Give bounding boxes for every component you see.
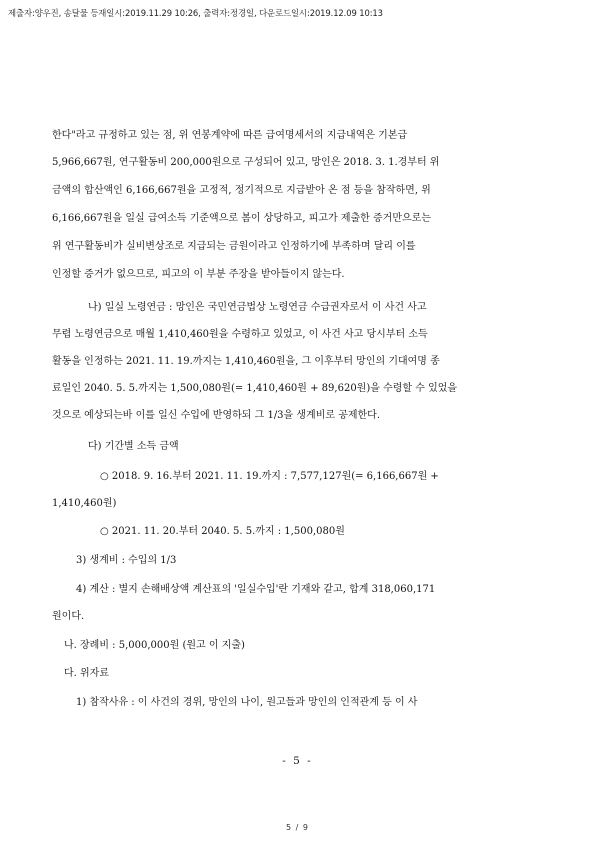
body-line: 금액의 합산액인 6,166,667원을 고정적, 정기적으로 지급받아 온 점 등을 참작하면, 위 xyxy=(52,185,431,196)
body-line: 6,166,667원을 일실 급여소득 기준액으로 봄이 상당하고, 피고가 제출한 증거만으로는 xyxy=(52,213,431,224)
body-line: 것으로 예상되는바 이를 일신 수입에 반영하되 그 1/3을 생계비로 공제한다. xyxy=(52,410,381,421)
body-line-text: 한다"라고 규정하고 있는 점, 위 연봉계약에 따른 급여명세서의 지급내역은 기본급 xyxy=(52,130,408,141)
section-heading: 다) 기간별 소득 금액 xyxy=(88,441,179,452)
section-heading: 나. 장례비 : 5,000,000원 (원고 이 지출) xyxy=(64,640,245,651)
list-item: 3) 생계비 : 수입의 1/3 xyxy=(76,555,177,566)
period-line: 1,410,460원) xyxy=(52,498,117,509)
body-line: 5,966,667원, 연구활동비 200,000원으로 구성되어 있고, 망인은 2018. 3. 1.경부터 위 xyxy=(52,157,440,168)
body-line: 무렵 노령연금으로 매월 1,410,460원을 수령하고 있었고, 이 사건 사고 당시부터 소득 xyxy=(52,329,428,340)
period-line: ○ 2021. 11. 20.부터 2040. 5. 5.까지 : 1,500,080원 xyxy=(100,526,345,537)
body-line: 나) 일실 노령연금 : 망인은 국민연금법상 노령연금 수급권자로서 이 사건 사고 xyxy=(88,302,427,313)
section-heading: 다. 위자료 xyxy=(64,668,109,679)
document-meta-header: 제출자:양우진, 송달물 등재일시:2019.11.29 10:26, 출력자:정경일, 다운로드일시:2019.12.09 10:13 xyxy=(8,8,383,18)
list-item: 원이다. xyxy=(52,611,85,622)
body-line: 인정할 증거가 없으므로, 피고의 이 부분 주장을 받아들이지 않는다. xyxy=(52,269,345,280)
body-line xyxy=(52,126,528,141)
page-number: - 5 - xyxy=(282,755,313,767)
page-count: 5 / 9 xyxy=(286,823,309,832)
period-line: ○ 2018. 9. 16.부터 2021. 11. 19.까지 : 7,577,127원(= 6,166,667원 + xyxy=(100,471,439,482)
body-line: 료일인 2040. 5. 5.까지는 1,500,080원(= 1,410,460원 + 89,620원)을 수령할 수 있었을 xyxy=(52,383,458,394)
body-line: 위 연구활동비가 실비변상조로 지급되는 금원이라고 인정하기에 부족하며 달리 이를 xyxy=(52,241,416,252)
list-item: 4) 계산 : 별지 손해배상액 계산표의 '일실수입'란 기재와 같고, 합계 318,060,171 xyxy=(76,584,436,595)
body-line: 활동을 인정하는 2021. 11. 19.까지는 1,410,460원을, 그 이후부터 망인의 기대여명 종 xyxy=(52,356,440,367)
list-item: 1) 참작사유 : 이 사건의 경위, 망인의 나이, 원고들과 망인의 인적관계 등 이 사 xyxy=(76,697,418,708)
